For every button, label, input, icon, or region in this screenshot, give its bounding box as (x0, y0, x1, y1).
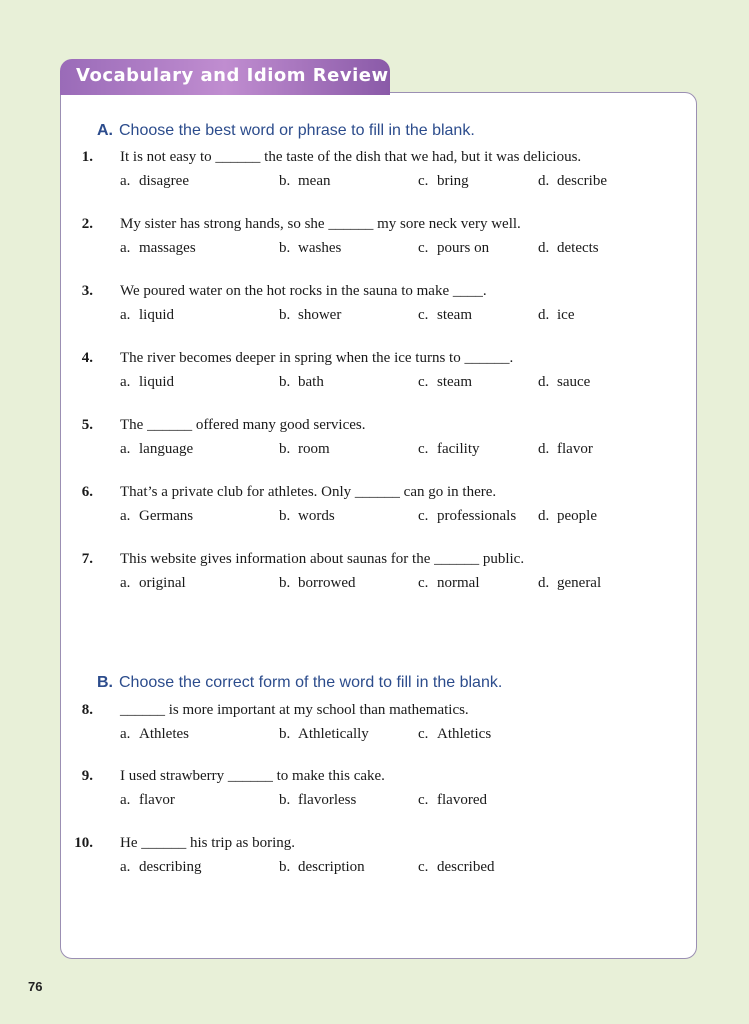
option-text: room (298, 441, 330, 457)
answer-option (538, 441, 593, 458)
question-line (61, 768, 681, 790)
answer-options (61, 374, 681, 396)
answer-option (538, 240, 599, 257)
page-title: Vocabulary and Idiom Review (76, 65, 389, 86)
answer-option (279, 240, 341, 257)
option-text: description (298, 859, 365, 875)
option-text: bring (437, 173, 469, 189)
answer-options (61, 508, 681, 530)
answer-options (61, 859, 681, 881)
option-text: original (139, 575, 186, 591)
question-item (61, 216, 681, 262)
option-label: b. (279, 307, 291, 323)
option-text: professionals (437, 508, 517, 524)
question-text: I used strawberry ______ to make this cake. (120, 768, 385, 784)
section-b-heading (97, 674, 502, 692)
question-line (61, 551, 681, 573)
question-text: The ______ offered many good services. (120, 417, 366, 433)
option-label: b. (279, 173, 291, 189)
answer-option (279, 575, 355, 592)
option-label: b. (279, 441, 291, 457)
option-label: d. (538, 374, 550, 390)
option-label: a. (120, 508, 131, 524)
option-label: b. (279, 374, 291, 390)
question-text: That’s a private club for athletes. Only ______ can go in there. (120, 484, 497, 500)
answer-options (61, 173, 681, 195)
answer-option (279, 792, 356, 809)
option-label: c. (418, 240, 429, 256)
answer-option (279, 726, 369, 743)
answer-option (418, 307, 472, 324)
option-text: facility (437, 441, 480, 457)
answer-option (279, 859, 365, 876)
option-text: language (139, 441, 194, 457)
section-a-instruction: Choose the best word or phrase to fill in the blank. (119, 122, 475, 139)
question-item (61, 350, 681, 396)
question-number: 10. (74, 835, 93, 851)
answer-options (61, 240, 681, 262)
option-label: a. (120, 859, 131, 875)
question-item (61, 417, 681, 463)
question-line (61, 283, 681, 305)
option-text: flavor (557, 441, 593, 457)
option-text: detects (557, 240, 599, 256)
option-text: steam (437, 374, 472, 390)
option-label: a. (120, 173, 131, 189)
answer-options (61, 441, 681, 463)
option-text: sauce (557, 374, 591, 390)
answer-option (538, 173, 607, 190)
question-text: ______ is more important at my school than mathematics. (120, 702, 469, 718)
option-label: c. (418, 441, 429, 457)
section-title-tab (60, 59, 390, 95)
option-text: Athletically (298, 726, 369, 742)
section-a-heading (97, 122, 475, 140)
option-label: c. (418, 374, 429, 390)
answer-option (120, 508, 193, 525)
answer-option (279, 374, 324, 391)
option-label: b. (279, 726, 291, 742)
answer-option (120, 307, 174, 324)
answer-option (279, 173, 330, 190)
answer-option (538, 575, 601, 592)
question-text: The river becomes deeper in spring when the ice turns to ______. (120, 350, 514, 366)
option-text: flavorless (298, 792, 357, 808)
answer-option (418, 374, 472, 391)
question-item (61, 484, 681, 530)
question-item (61, 149, 681, 195)
answer-option (279, 441, 330, 458)
option-label: c. (418, 859, 429, 875)
section-a-letter: A. (97, 122, 113, 139)
option-text: mean (298, 173, 331, 189)
answer-option (120, 374, 174, 391)
option-text: Germans (139, 508, 194, 524)
option-label: a. (120, 792, 131, 808)
option-text: general (557, 575, 602, 591)
option-text: disagree (139, 173, 189, 189)
option-label: b. (279, 508, 291, 524)
question-text: We poured water on the hot rocks in the sauna to make ____. (120, 283, 487, 299)
question-text: He ______ his trip as boring. (120, 835, 295, 851)
option-label: c. (418, 508, 429, 524)
answer-option (120, 726, 189, 743)
question-number: 6. (81, 484, 93, 500)
question-line (61, 350, 681, 372)
option-text: shower (298, 307, 342, 323)
answer-option (418, 726, 491, 743)
option-label: b. (279, 792, 291, 808)
option-text: massages (139, 240, 196, 256)
option-label: c. (418, 792, 429, 808)
option-label: d. (538, 173, 550, 189)
option-label: d. (538, 307, 550, 323)
option-text: liquid (139, 307, 175, 323)
question-number: 4. (81, 350, 93, 366)
question-number: 2. (81, 216, 93, 232)
question-number: 7. (81, 551, 93, 567)
question-item (61, 702, 681, 748)
option-text: normal (437, 575, 480, 591)
answer-option (418, 575, 480, 592)
option-label: c. (418, 575, 429, 591)
option-label: c. (418, 307, 429, 323)
option-label: a. (120, 575, 131, 591)
answer-option (120, 240, 196, 257)
answer-option (120, 575, 186, 592)
answer-option (418, 859, 494, 876)
option-label: a. (120, 240, 131, 256)
answer-option (120, 859, 201, 876)
answer-options (61, 307, 681, 329)
question-number: 9. (81, 768, 93, 784)
option-label: b. (279, 859, 291, 875)
answer-option (538, 307, 574, 324)
option-label: d. (538, 508, 550, 524)
option-label: a. (120, 441, 131, 457)
answer-options (61, 575, 681, 597)
question-item (61, 835, 681, 881)
option-text: pours on (437, 240, 490, 256)
question-text: It is not easy to ______ the taste of the dish that we had, but it was delicious. (120, 149, 582, 165)
answer-option (120, 792, 175, 809)
section-b-instruction: Choose the correct form of the word to fill in the blank. (119, 674, 503, 691)
answer-option (120, 173, 189, 190)
option-text: ice (557, 307, 575, 323)
option-label: c. (418, 173, 429, 189)
question-text: This website gives information about saunas for the ______ public. (120, 551, 525, 567)
question-item (61, 551, 681, 597)
option-label: a. (120, 374, 131, 390)
option-text: washes (298, 240, 342, 256)
answer-option (279, 508, 335, 525)
answer-option (418, 508, 516, 525)
option-text: describe (557, 173, 607, 189)
answer-option (538, 374, 590, 391)
answer-options (61, 726, 681, 748)
question-item (61, 283, 681, 329)
option-text: steam (437, 307, 472, 323)
answer-options (61, 792, 681, 814)
question-number: 3. (81, 283, 93, 299)
answer-option (418, 792, 487, 809)
question-line (61, 702, 681, 724)
option-label: d. (538, 240, 550, 256)
answer-option (418, 441, 479, 458)
answer-option (120, 441, 193, 458)
answer-option (279, 307, 341, 324)
answer-option (538, 508, 597, 525)
option-label: d. (538, 441, 550, 457)
option-text: Athletes (139, 726, 189, 742)
option-text: Athletics (437, 726, 492, 742)
section-b-letter: B. (97, 674, 113, 691)
question-line (61, 835, 681, 857)
answer-option (418, 240, 489, 257)
option-label: d. (538, 575, 550, 591)
option-text: flavored (437, 792, 487, 808)
option-text: described (437, 859, 495, 875)
question-number: 5. (81, 417, 93, 433)
option-text: liquid (139, 374, 175, 390)
option-label: c. (418, 726, 429, 742)
question-number: 8. (81, 702, 93, 718)
option-label: a. (120, 726, 131, 742)
option-text: people (557, 508, 597, 524)
question-line (61, 149, 681, 171)
option-text: words (298, 508, 335, 524)
question-text: My sister has strong hands, so she ______ my sore neck very well. (120, 216, 521, 232)
page-number: 76 (28, 979, 43, 994)
option-label: b. (279, 575, 291, 591)
answer-option (418, 173, 469, 190)
option-text: borrowed (298, 575, 356, 591)
question-line (61, 216, 681, 238)
option-text: bath (298, 374, 324, 390)
exercise-card (60, 92, 697, 959)
question-line (61, 484, 681, 506)
option-text: flavor (139, 792, 175, 808)
option-text: describing (139, 859, 202, 875)
option-label: b. (279, 240, 291, 256)
option-label: a. (120, 307, 131, 323)
question-line (61, 417, 681, 439)
question-item (61, 768, 681, 814)
question-number: 1. (81, 149, 93, 165)
